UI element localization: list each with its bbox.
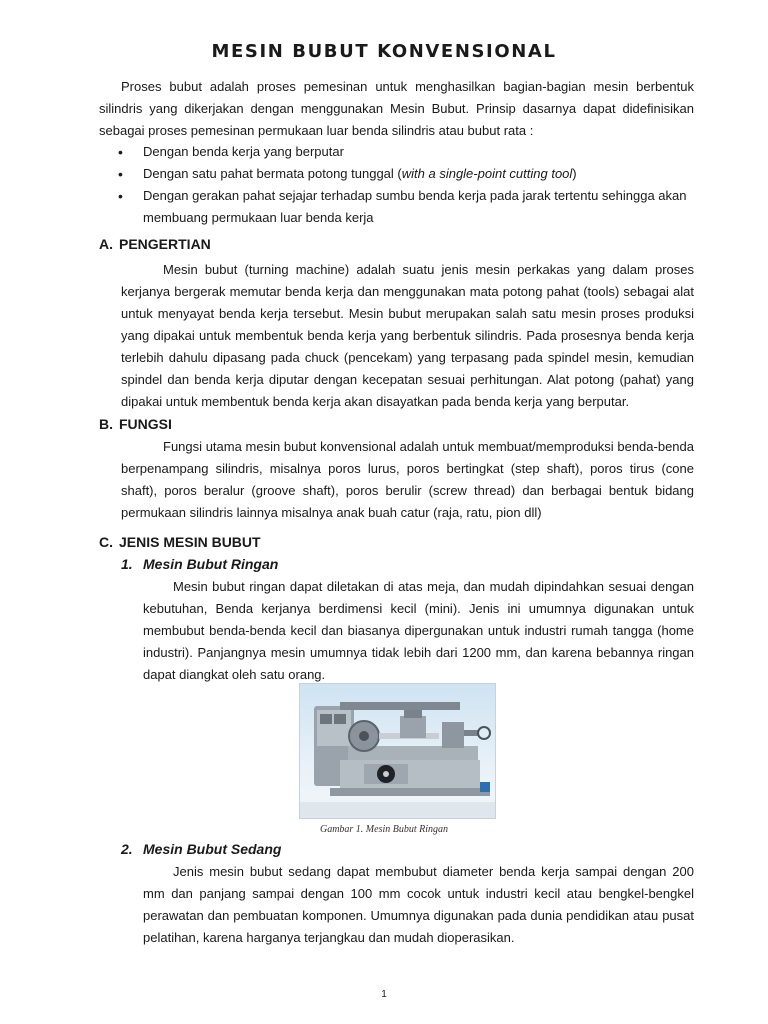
- list-item: • Dengan satu pahat bermata potong tunggal (with a single-point cutting tool): [118, 163, 694, 185]
- sub2-paragraph: Jenis mesin bubut sedang dapat membubut diameter benda kerja sampai dengan 200 mm dan panjang sampai dengan 100 mm cocok untuk industri kecil atau bengkel-bengkel perawatan dan pembuatan komponen. Umumnya digunakan pada dunia pendidikan atau pusat pelatihan, karena harganya terjangkau dan mudah dioperasikan.: [143, 864, 694, 945]
- subheading-mesin-bubut-ringan: 1. Mesin Bubut Ringan: [121, 556, 279, 572]
- intro-paragraph: [99, 76, 694, 142]
- subheading-mesin-bubut-sedang: 2. Mesin Bubut Sedang: [121, 841, 282, 857]
- page-title: MESIN BUBUT KONVENSIONAL: [211, 41, 557, 62]
- section-heading-pengertian: A. PENGERTIAN: [99, 236, 211, 252]
- figure-caption: Gambar 1. Mesin Bubut Ringan: [319, 824, 449, 835]
- page-number: 1: [381, 989, 387, 1000]
- section-heading-fungsi: B. FUNGSI: [99, 416, 172, 432]
- list-item: • Dengan benda kerja yang berputar: [118, 141, 694, 163]
- section-heading-jenis: C. JENIS MESIN BUBUT: [99, 534, 261, 550]
- section-a-paragraph: Mesin bubut (turning machine) adalah suatu jenis mesin perkakas yang dalam proses kerjanya bergerak memutar benda kerja dan menggunakan mata potong pahat (tools) sebagai alat untuk menyayat benda kerja tersebut. Mesin bubut merupakan salah satu mesin proses produksi yang dipakai untuk membentuk benda kerja yang berbentuk silindris. Pada prosesnya benda kerja terlebih dahulu dipasang pada chuck (pencekam) yang terpasang pada spindel mesin, kemudian spindel dan benda kerja diputar dengan kecepatan sesuai perhitungan. Alat potong (pahat) yang dipakai untuk membentuk benda kerja akan disayatkan pada benda kerja yang berputar.: [121, 262, 694, 409]
- section-b-paragraph: Fungsi utama mesin bubut konvensional adalah untuk membuat/memproduksi benda-benda berpenampang silindris, misalnya poros lurus, poros bertingkat (step shaft), poros tirus (cone shaft), poros beralur (groove shaft), poros berulir (screw thread) dan berbagai bentuk bidang permukaan silindris lainnya misalnya anak buah catur (raja, ratu, pion dll): [121, 439, 694, 520]
- bullet-list: [118, 141, 694, 229]
- sub1-paragraph: Mesin bubut ringan dapat diletakan di atas meja, dan mudah dipindahkan sesuai dengan kebutuhan, Benda kerjanya berdimensi kecil (mini). Jenis ini umumnya digunakan untuk membubut benda-benda kecil dan biasanya dipergunakan untuk industri rumah tangga (home industri). Panjangnya mesin umumnya tidak lebih dari 1200 mm, dan karena bebannya ringan dapat diangkat oleh satu orang.: [143, 579, 694, 682]
- lathe-machine-image: [299, 683, 496, 819]
- lathe-illustration: [300, 684, 495, 818]
- intro-text: Proses bubut adalah proses pemesinan untuk menghasilkan bagian-bagian mesin berbentuk silindris yang dikerjakan dengan menggunakan Mesin Bubut. Prinsip dasarnya dapat didefinisikan sebagai proses pemesinan permukaan luar benda silindris atau bubut rata :: [99, 79, 694, 138]
- list-item: • Dengan gerakan pahat sejajar terhadap sumbu benda kerja pada jarak tertentu sehingga akan membuang permukaan luar benda kerja: [118, 185, 694, 229]
